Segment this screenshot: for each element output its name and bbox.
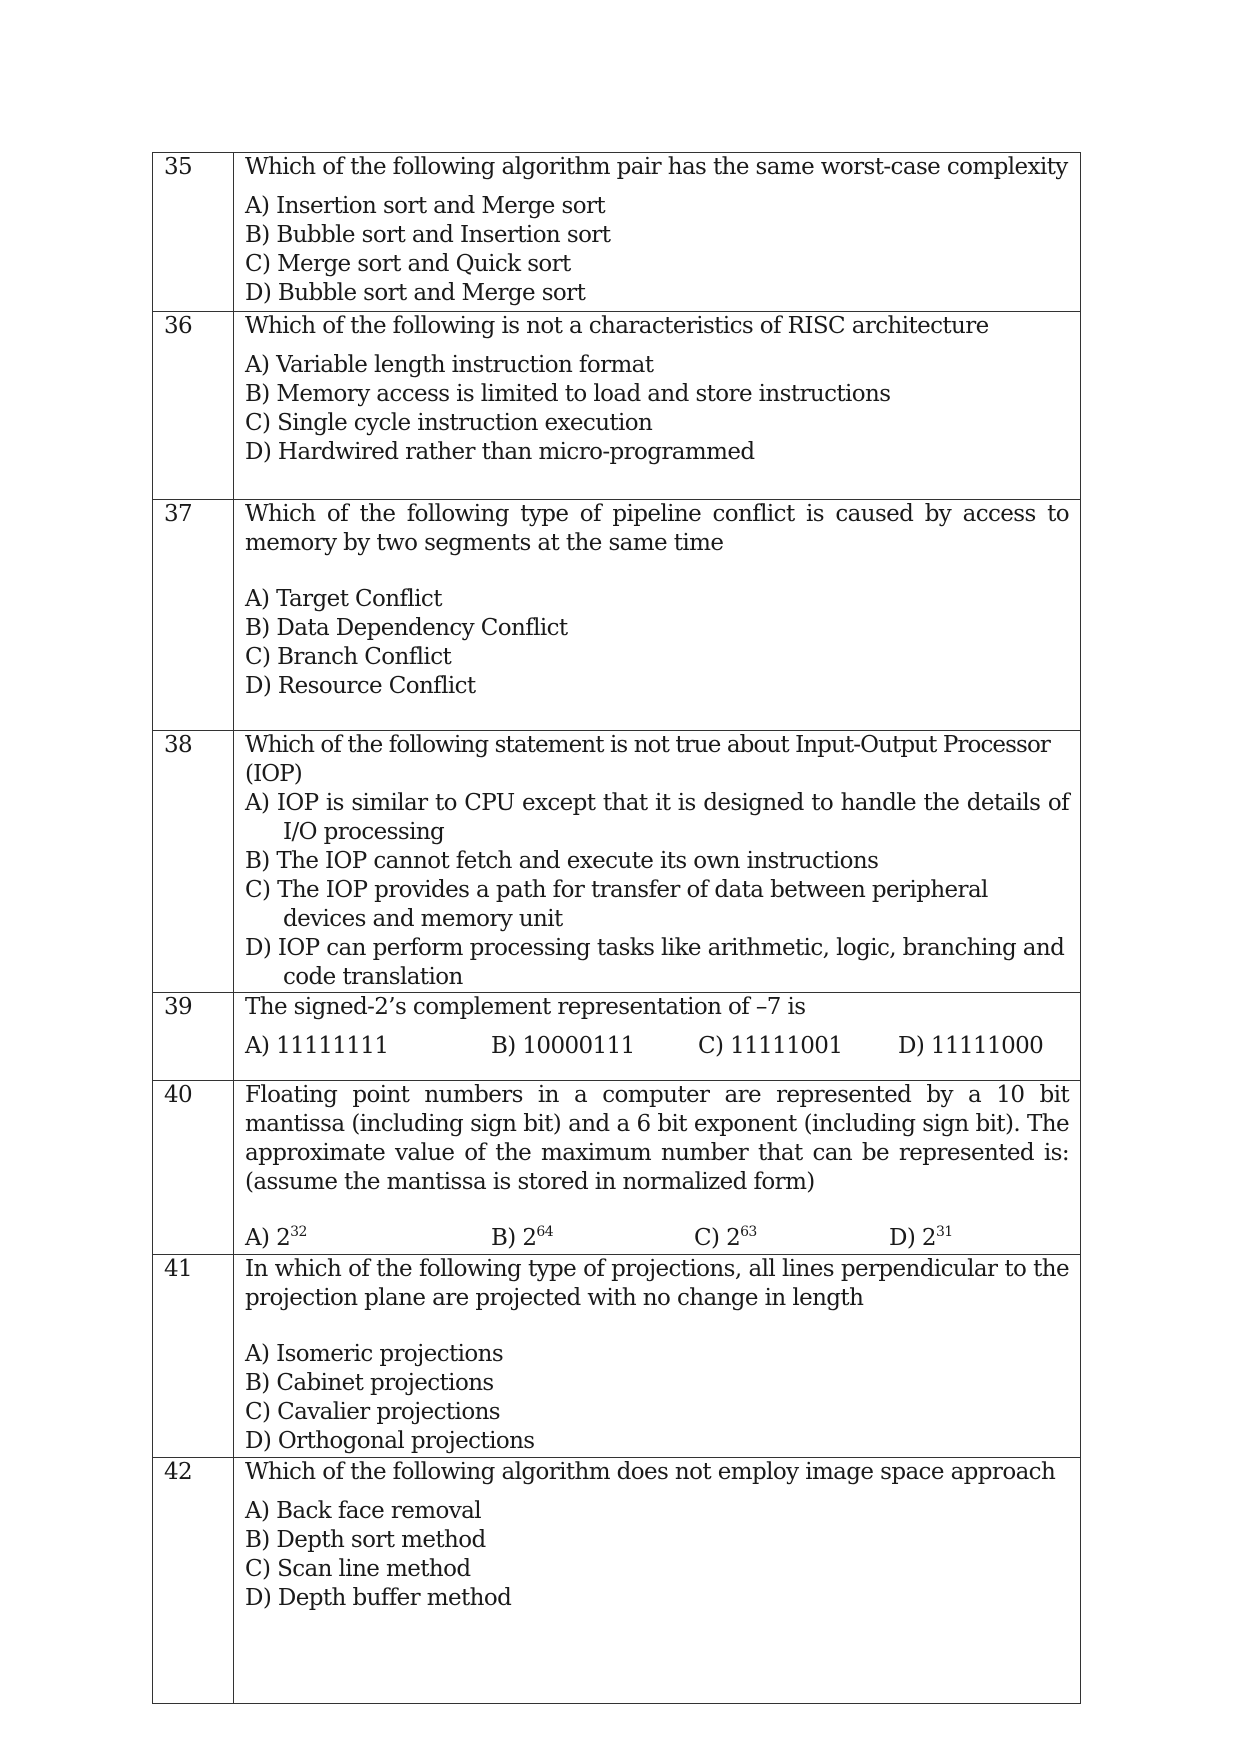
option-row xyxy=(245,1032,1069,1061)
option-d: D) $2^{31}$ xyxy=(889,1224,953,1251)
question-text: Floating point numbers in a computer are represented by a 10 bit mantissa (including sign bit) and a 6 bit exponent (including sign bit). The approximate value of the maximum number that can be represented is: (assume the mantissa is stored in normalized form) xyxy=(245,1082,1069,1195)
question-text: Which of the following type of pipeline conflict is caused by access to memory by two segments at the same time xyxy=(245,501,1069,556)
question-number: 41 xyxy=(153,1255,234,1458)
question-text: Which of the following algorithm does not employ image space approach xyxy=(245,1459,1056,1485)
option-row xyxy=(245,1224,1069,1253)
option-list xyxy=(245,789,1069,992)
question-number: 37 xyxy=(153,500,234,731)
question-cell xyxy=(234,1458,1081,1704)
exponent: 32 xyxy=(290,1224,307,1240)
option-d: D) Depth buffer method xyxy=(245,1585,512,1611)
option-d: D) Bubble sort and Merge sort xyxy=(245,280,586,306)
option-a: A) Isomeric projections xyxy=(245,1341,504,1367)
question-cell xyxy=(234,1081,1081,1255)
option-d: D) Hardwired rather than micro-programmed xyxy=(245,439,755,465)
question-row xyxy=(153,312,1081,500)
question-cell xyxy=(234,312,1081,500)
option-b: B) 10000111 xyxy=(491,1033,635,1059)
question-cell xyxy=(234,1255,1081,1458)
question-text: Which of the following is not a characteristics of RISC architecture xyxy=(245,313,989,339)
option-a: A) Target Conflict xyxy=(245,586,442,612)
option-a: A) Variable length instruction format xyxy=(245,352,654,378)
option-c: C) Branch Conflict xyxy=(245,644,452,670)
exponent: 31 xyxy=(935,1224,953,1240)
question-text: Which of the following algorithm pair has the same worst-case complexity xyxy=(245,154,1068,180)
option-c: C) Single cycle instruction execution xyxy=(245,410,653,436)
option-b: B) Data Dependency Conflict xyxy=(245,615,568,641)
question-cell xyxy=(234,500,1081,731)
option-list xyxy=(245,585,1069,701)
option-c: C) Cavalier projections xyxy=(245,1399,500,1425)
question-number: 42 xyxy=(153,1458,234,1704)
question-row xyxy=(153,731,1081,993)
question-number: 35 xyxy=(153,153,234,312)
question-number: 39 xyxy=(153,993,234,1081)
option-b: B) The IOP cannot fetch and execute its own instructions xyxy=(245,848,879,874)
question-number: 40 xyxy=(153,1081,234,1255)
option-b: B) Bubble sort and Insertion sort xyxy=(245,222,611,248)
option-b: B) Cabinet projections xyxy=(245,1370,494,1396)
question-row xyxy=(153,1458,1081,1704)
option-b: B) Memory access is limited to load and store instructions xyxy=(245,381,891,407)
question-row xyxy=(153,1255,1081,1458)
question-cell xyxy=(234,153,1081,312)
option-d: D) Resource Conflict xyxy=(245,673,476,699)
option-a: A) 11111111 xyxy=(245,1033,389,1059)
question-text: In which of the following type of projections, all lines perpendicular to the projection plane are projected with no change in length xyxy=(245,1256,1069,1311)
question-text: Which of the following statement is not true about Input-Output Processor (IOP) xyxy=(245,732,1050,787)
question-row xyxy=(153,1081,1081,1255)
question-table xyxy=(152,152,1081,1704)
option-list xyxy=(245,1340,1069,1456)
question-row xyxy=(153,500,1081,731)
option-c: C) The IOP provides a path for transfer of data between peripheral devices and memory unit xyxy=(245,877,988,932)
question-number: 38 xyxy=(153,731,234,993)
option-b: B) $2^{64}$ xyxy=(491,1224,554,1251)
option-c: C) 11111001 xyxy=(698,1033,843,1059)
exponent: 63 xyxy=(740,1224,757,1240)
option-d: D) IOP can perform processing tasks like arithmetic, logic, branching and code translation xyxy=(245,935,1065,990)
option-d: D) 11111000 xyxy=(898,1033,1044,1059)
question-cell xyxy=(234,731,1081,993)
option-c: C) Merge sort and Quick sort xyxy=(245,251,571,277)
option-c: C) Scan line method xyxy=(245,1556,471,1582)
option-c: C) $2^{63}$ xyxy=(694,1224,757,1251)
question-cell xyxy=(234,993,1081,1081)
option-list xyxy=(245,1497,1069,1613)
option-list xyxy=(245,351,1069,467)
option-b: B) Depth sort method xyxy=(245,1527,486,1553)
option-a: A) Back face removal xyxy=(245,1498,481,1524)
option-d: D) Orthogonal projections xyxy=(245,1428,535,1454)
option-a: A) $2^{32}$ xyxy=(245,1224,307,1251)
question-row xyxy=(153,153,1081,312)
option-list xyxy=(245,192,1069,308)
option-a: A) Insertion sort and Merge sort xyxy=(245,193,606,219)
question-number: 36 xyxy=(153,312,234,500)
question-text: The signed-2’s complement representation of –7 is xyxy=(245,994,806,1020)
option-a: A) IOP is similar to CPU except that it is designed to handle the details of I/O processing xyxy=(245,790,1069,845)
question-row xyxy=(153,993,1081,1081)
exponent: 64 xyxy=(536,1224,554,1240)
